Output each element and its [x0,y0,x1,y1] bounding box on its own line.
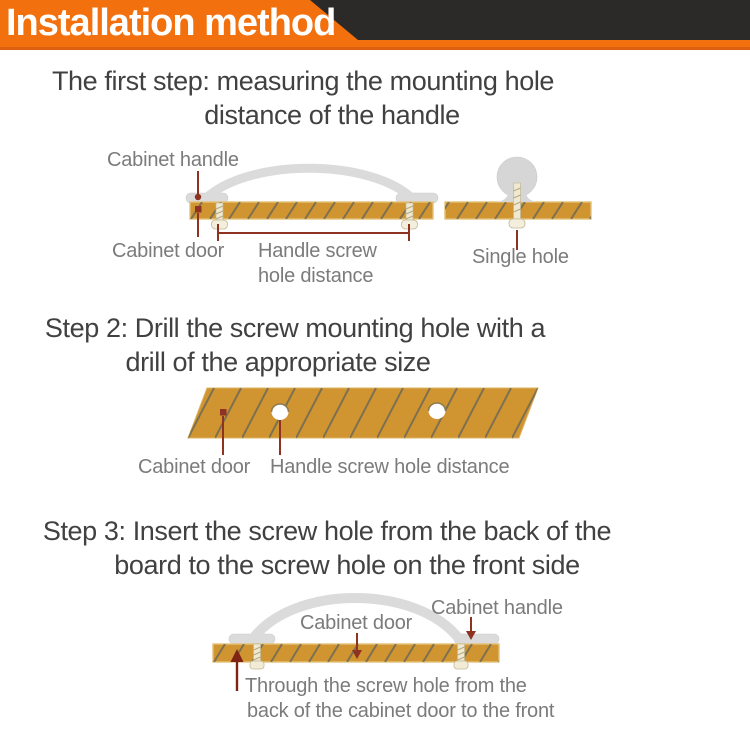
label-cabinet-door-step1: Cabinet door [112,240,225,262]
step2-heading-line1: Step 2: Drill the screw mounting hole with a [44,313,546,343]
drilled-hole-right [429,403,446,419]
step1-heading-line2: distance of the handle [204,100,460,130]
cabinet-handle-graphic [186,168,438,203]
label-cabinet-door-step2: Cabinet door [138,456,251,478]
pointer-cabinet-door [195,206,202,237]
label-screw-distance-line2-step1: hole distance [258,265,374,287]
step1-diagram [186,157,591,250]
page-title: Installation method [6,2,336,44]
step2-heading-line2: drill of the appropriate size [125,347,431,377]
label-single-hole: Single hole [472,246,569,268]
label-screw-distance-line1-step1: Handle screw [258,240,377,262]
step3-heading-line2: board to the screw hole on the front side [114,550,580,580]
label-through-line2: back of the cabinet door to the front [247,700,555,722]
label-cabinet-door-step3: Cabinet door [300,612,413,634]
step3-heading-line1: Step 3: Insert the screw hole from the back of the [42,516,612,546]
label-cabinet-handle-step1: Cabinet handle [107,149,239,171]
label-cabinet-handle-step3: Cabinet handle [431,597,563,619]
step2-diagram [188,388,538,455]
cabinet-door-board-skewed [188,388,538,438]
pointer-cabinet-handle [195,171,201,200]
step1-heading-line1: The first step: measuring the mounting hole [51,66,555,96]
label-through-line1: Through the screw hole from the [245,675,527,697]
measurement-line [218,224,409,241]
drilled-hole-left [272,404,289,420]
cabinet-door-board-left [190,202,433,219]
label-screw-distance-step2: Handle screw hole distance [270,456,510,478]
